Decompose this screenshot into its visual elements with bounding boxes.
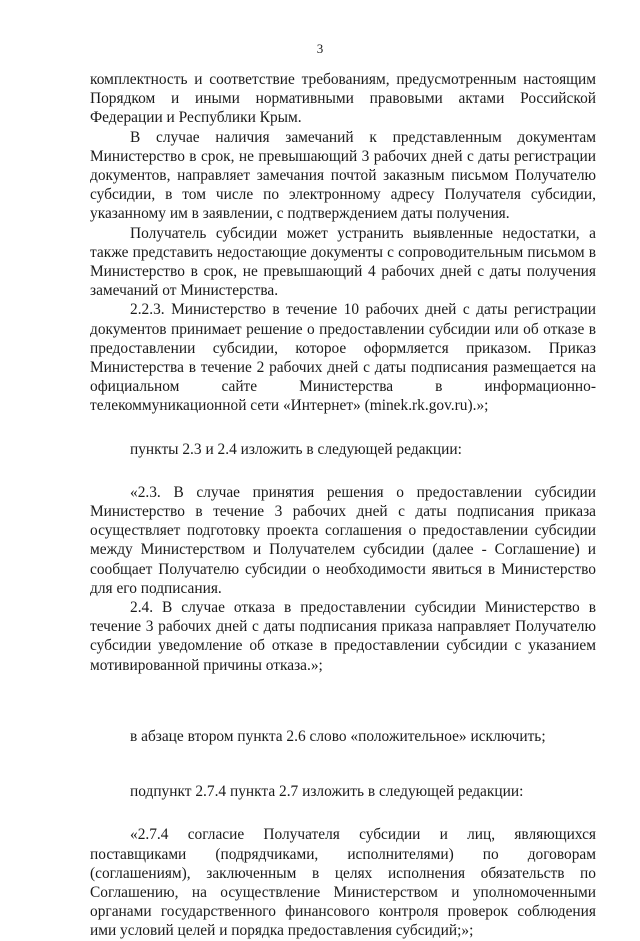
paragraph-corrections: Получатель субсидии может устранить выявленные недостатки, а также представить недостающие документы с сопроводительным письмом в Министерство в срок, не превышающий 4 рабочих дней с даты получения замечаний от Министерства. bbox=[90, 224, 596, 300]
instruction-points-2-3-2-4: пункты 2.3 и 2.4 изложить в следующей редакции: bbox=[130, 440, 462, 458]
paragraph-remarks: В случае наличия замечаний к представленным документам Министерство в срок, не превышающий 3 рабочих дней с даты регистрации документов, направляет замечания почтой заказным письмом Получателю субсидии, в том числе по электронному адресу Получателя субсидии, указанному им в заявлении, с подтверждением даты получения. bbox=[90, 128, 596, 223]
instruction-subpoint-2-7-4: подпункт 2.7.4 пункта 2.7 изложить в следующей редакции: bbox=[130, 783, 524, 801]
instruction-point-2-6: в абзаце втором пункта 2.6 слово «положительное» исключить; bbox=[130, 727, 546, 745]
paragraph-completeness: комплектность и соответствие требованиям, предусмотренным настоящим Порядком и иными нормативными правовыми актами Российской Федерации и Республики Крым. bbox=[90, 71, 596, 127]
paragraph-2-7-4: «2.7.4 согласие Получателя субсидии и лиц, являющихся поставщиками (подрядчиками, исполнителями) по договорам (соглашениям), заключенным в целях исполнения обязательств по Соглашению, на осуществление Министерством и уполномоченными органами государственного финансового контроля проверок соблюдения ими условий целей и порядка предоставления субсидий;»; bbox=[90, 826, 596, 940]
page-number: 3 bbox=[316, 41, 324, 56]
paragraph-2-3: «2.3. В случае принятия решения о предоставлении субсидии Министерство в течение 3 рабочих дней с даты подписания приказа осуществляет подготовку проекта соглашения о предоставлении субсидии между Министерством и Получателем субсидии (далее - Соглашение) и сообщает Получателю субсидии о необходимости явиться в Министерство для его подписания. bbox=[90, 483, 596, 597]
paragraph-2-4: 2.4. В случае отказа в предоставлении субсидии Министерство в течение 3 рабочих дней с даты подписания приказа направляет Получателю субсидии уведомление об отказе в предоставлении субсидии с указанием мотивированной причины отказа.»; bbox=[90, 599, 596, 674]
paragraph-2-2-3: 2.2.3. Министерство в течение 10 рабочих дней с даты регистрации документов принимает решение о предоставлении субсидии или об отказе в предоставлении субсидии, которое оформляется приказом. Приказ Министерства в течение 2 рабочих дней с даты подписания размещается на официальном сайте Министерства в информационно-телекоммуникационной сети «Интернет» (minek.rk.gov.ru).»; bbox=[90, 301, 596, 415]
document-body bbox=[90, 70, 596, 941]
